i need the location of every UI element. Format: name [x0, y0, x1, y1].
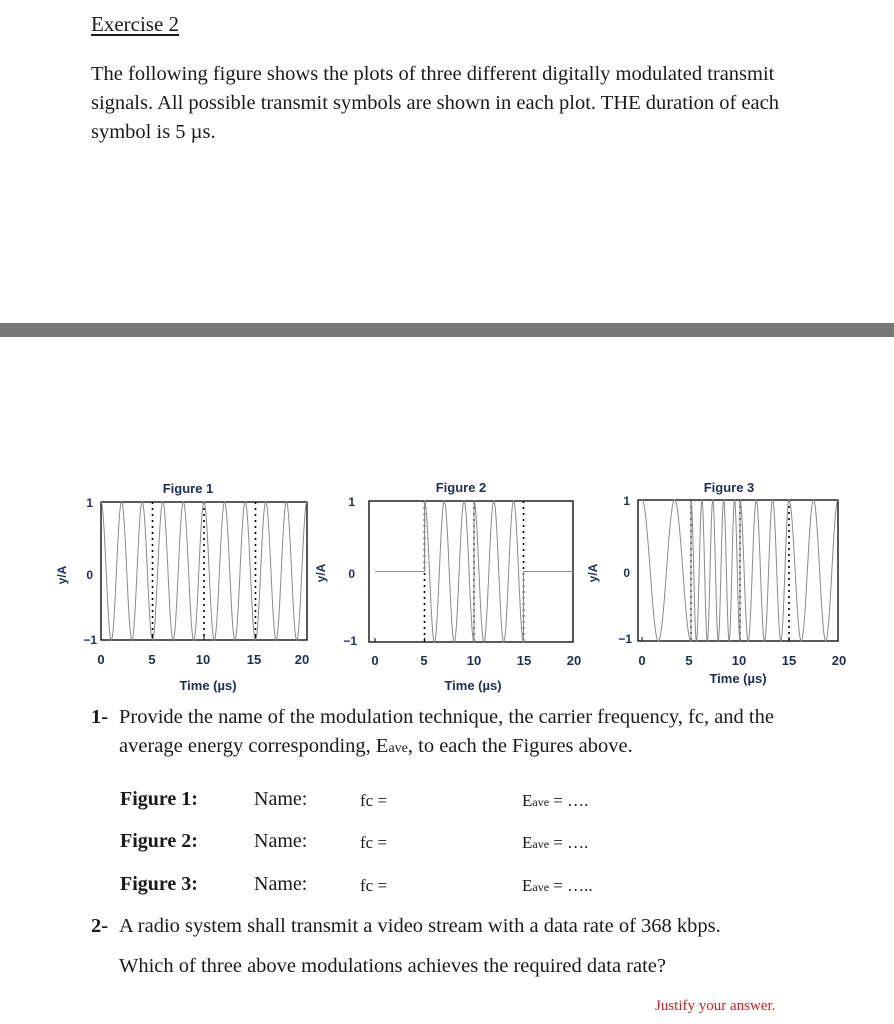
figure1-xlabel: Time (µs)	[179, 678, 237, 693]
figure2-ytick-0: 0	[348, 567, 355, 581]
figure2-xtick-10: 10	[466, 653, 482, 668]
figure2-ytick-1: 1	[348, 495, 355, 509]
figure2-ytick-m1: −1	[343, 634, 357, 648]
row-1-eave-label: Eave = ….	[522, 791, 589, 810]
figure2-ylabel: y/A	[314, 563, 328, 583]
figure1-ytick-1: 1	[86, 496, 93, 510]
figure1-xtick-15: 15	[246, 652, 262, 667]
question-1	[91, 703, 811, 763]
question-2-number: 2-	[91, 915, 109, 937]
exercise-title: Exercise 2	[91, 12, 180, 36]
row-2-name-label: Name:	[254, 830, 308, 852]
row-2-fc-label: fc =	[360, 833, 388, 852]
figure3-ytick-m1: −1	[618, 632, 632, 646]
figure2-title: Figure 2	[435, 480, 487, 495]
figure1-waveform	[101, 502, 307, 640]
answer-row-figure-3	[0, 873, 894, 899]
figure1-ytick-0: 0	[86, 568, 93, 582]
figure3-xtick-15: 15	[781, 653, 797, 668]
row-3-eave-label: Eave = …..	[522, 876, 593, 895]
answer-row-figure-2	[0, 830, 894, 856]
figure1-ytick-m1: −1	[83, 633, 97, 647]
row-1-fc-label: fc =	[360, 791, 388, 810]
figure3-frame	[638, 500, 838, 641]
figure3-ytick-0: 0	[623, 566, 630, 580]
question-1-number: 1-	[91, 706, 109, 728]
figure2-chart	[314, 480, 581, 693]
row-3-fc-label: fc =	[360, 876, 388, 895]
figure3-waveform	[642, 500, 838, 641]
signal-plots	[0, 470, 894, 700]
figure1-xtick-5: 5	[148, 652, 156, 667]
figure3-xtick-10: 10	[731, 653, 747, 668]
row-2-label: Figure 2:	[120, 830, 198, 852]
figure2-xtick-5: 5	[420, 653, 428, 668]
question-2-followup: Which of three above modulations achieves the required data rate?	[119, 955, 666, 977]
figure3-xtick-0: 0	[638, 653, 646, 668]
figure2-xtick-0: 0	[371, 653, 379, 668]
question-2	[91, 912, 831, 941]
question-1-text-a: Provide the name of the modulation technique, the carrier frequency, fc, and the average energy corresponding, E	[119, 706, 774, 757]
figure1-xtick-10: 10	[195, 652, 211, 667]
justify-note: Justify your answer.	[655, 998, 776, 1014]
figure1-xtick-20: 20	[294, 652, 310, 667]
figure3-xlabel: Time (µs)	[709, 671, 767, 686]
figure1-xtick-0: 0	[97, 652, 105, 667]
figure2-xlabel: Time (µs)	[444, 678, 502, 693]
figure3-ytick-1: 1	[623, 494, 630, 508]
figure1-frame	[101, 502, 307, 640]
row-2-eave-label: Eave = ….	[522, 833, 589, 852]
row-1-name-label: Name:	[254, 788, 308, 810]
figure1-chart	[55, 481, 309, 693]
row-3-label: Figure 3:	[120, 873, 198, 895]
figure3-title: Figure 3	[703, 480, 755, 495]
row-3-name-label: Name:	[254, 873, 308, 895]
figure3-ylabel: y/A	[586, 563, 600, 583]
figure1-ylabel: y/A	[55, 565, 69, 585]
question-1-text-b: , to each the Figures above.	[407, 735, 633, 757]
section-divider	[0, 323, 894, 337]
figure1-title: Figure 1	[162, 481, 214, 496]
figure3-xtick-20: 20	[831, 653, 847, 668]
figure3-chart	[586, 480, 846, 686]
figure2-xtick-20: 20	[566, 653, 582, 668]
intro-paragraph: The following figure shows the plots of three different digitally modulated transmit signals. All possible transmit symbols are shown in each plot. THE duration of each symbol is 5 µs.	[91, 63, 779, 143]
question-1-eave-sub: ave	[388, 741, 408, 756]
answer-row-figure-1	[0, 788, 894, 814]
figure2-waveform	[375, 501, 573, 642]
figure2-xtick-15: 15	[516, 653, 532, 668]
figure3-xtick-5: 5	[685, 653, 693, 668]
question-2-text: A radio system shall transmit a video stream with a data rate of 368 kbps.	[119, 915, 721, 937]
row-1-label: Figure 1:	[120, 788, 198, 810]
